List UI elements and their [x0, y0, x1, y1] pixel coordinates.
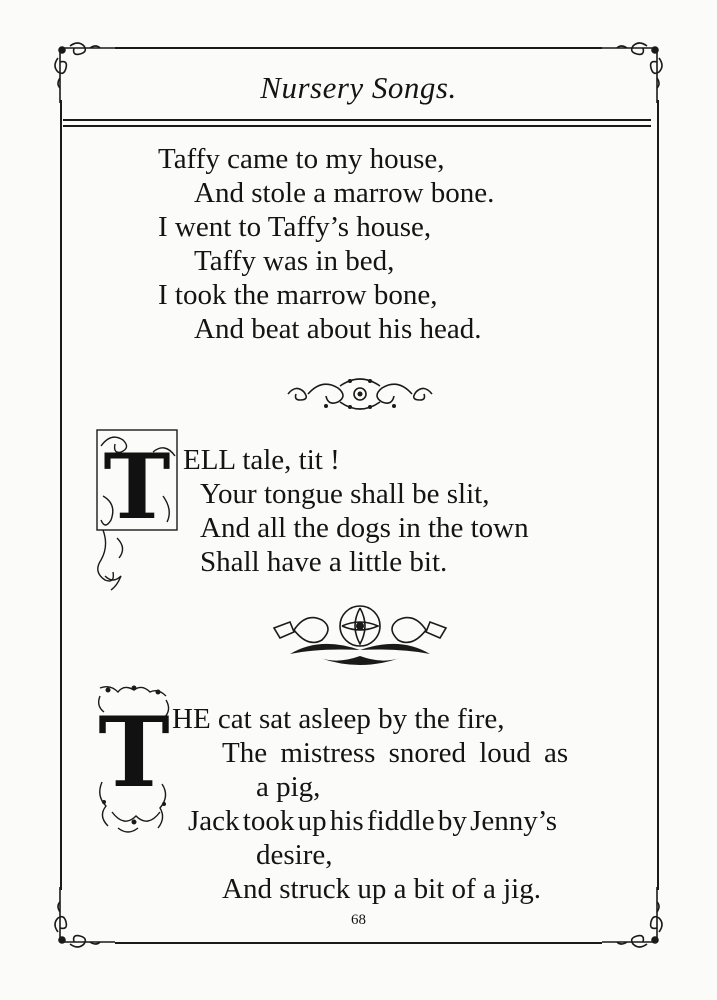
verse-line: a pig, [256, 771, 321, 803]
header-rule-top [63, 119, 651, 121]
floral-ornament-icon [270, 598, 450, 670]
illuminated-initial-icon [93, 426, 183, 594]
verse-line: HE cat sat asleep by the fire, [172, 703, 505, 735]
frame-left [60, 100, 62, 890]
verse-line: Taffy was in bed, [194, 245, 395, 277]
verse-tell-tale [183, 443, 529, 579]
page-number: 68 [351, 912, 366, 928]
verse-line: ELL tale, tit ! [183, 444, 340, 476]
dropcap-letter: T [103, 434, 171, 540]
frame-right [657, 100, 659, 890]
verse-line: Your tongue shall be slit, [200, 478, 490, 510]
verse-line: Taffy came to my house, [158, 143, 445, 175]
verse-line: And beat about his head. [194, 313, 482, 345]
verse-line: And stole a marrow bone. [194, 177, 495, 209]
illuminated-initial-icon [94, 682, 174, 840]
verse-taffy [158, 142, 494, 346]
verse-cat-asleep [172, 702, 568, 906]
scrollwork-ornament-icon [280, 372, 440, 416]
frame-top [115, 47, 602, 49]
verse-line: I took the marrow bone, [158, 279, 438, 311]
page-title: Nursery Songs. [260, 70, 457, 105]
verse-line: And all the dogs in the town [200, 512, 529, 544]
verse-line: desire, [256, 839, 333, 871]
frame-bottom [115, 942, 602, 944]
verse-line: I went to Taffy’s house, [158, 211, 432, 243]
verse-line: And struck up a bit of a jig. [222, 873, 541, 905]
verse-line: The mistress snored loud as [222, 737, 569, 769]
verse-line: Shall have a little bit. [200, 546, 448, 578]
dropcap-letter: T [98, 696, 170, 809]
header-rule-bottom [63, 125, 651, 127]
verse-line: Jack took up his fiddle by Jenny’s [188, 805, 558, 837]
